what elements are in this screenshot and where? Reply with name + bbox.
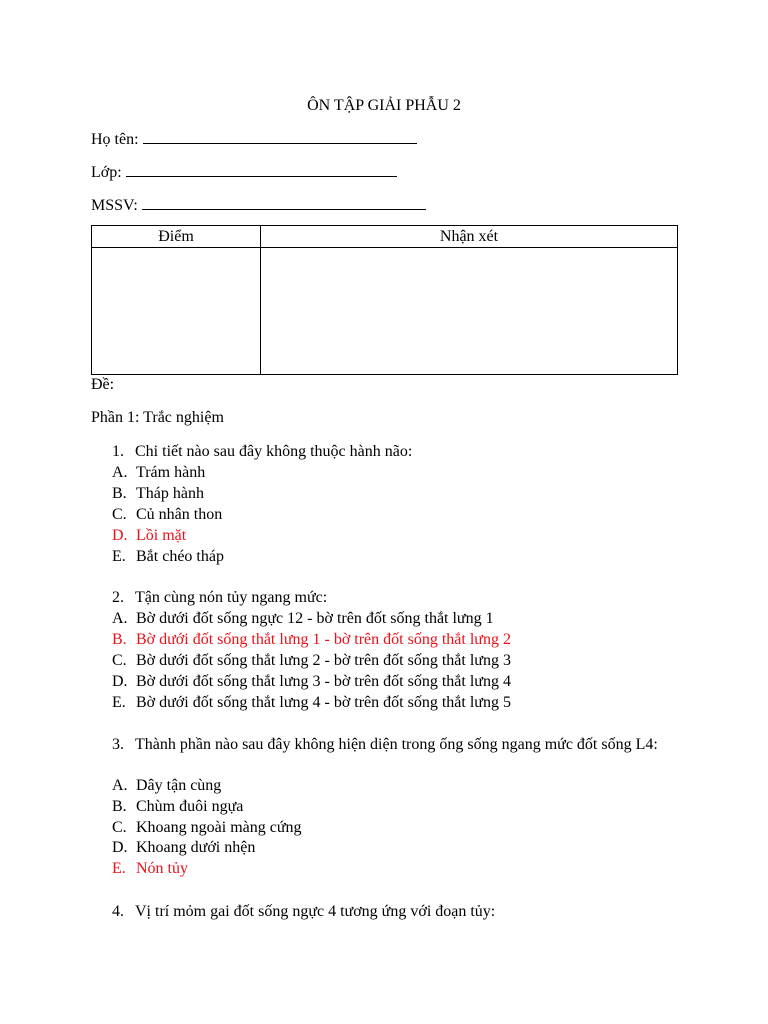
option-letter: B. xyxy=(112,485,127,502)
comment-header: Nhận xét xyxy=(261,226,678,248)
option-text: Nón tủy xyxy=(136,860,188,877)
q3-option-d xyxy=(112,837,255,858)
q3-option-e-correct xyxy=(112,858,188,879)
option-text: Củ nhân thon xyxy=(136,506,223,523)
option-letter: C. xyxy=(112,819,127,836)
q2-option-e xyxy=(112,692,511,713)
score-cell xyxy=(92,248,261,375)
q1-option-c xyxy=(112,504,222,525)
q2-option-d xyxy=(112,671,511,692)
score-header: Điểm xyxy=(92,226,261,248)
option-text: Tháp hành xyxy=(136,485,204,502)
option-letter: C. xyxy=(112,652,127,669)
question-number: 4. xyxy=(112,903,124,920)
name-blank-line xyxy=(143,129,417,144)
exam-label: Đề: xyxy=(91,376,115,393)
option-text: Bờ dưới đốt sống thắt lưng 1 - bờ trên đốt sống thắt lưng 2 xyxy=(136,631,511,648)
q1-option-a xyxy=(112,462,205,483)
student-id-field xyxy=(91,195,426,215)
name-label: Họ tên: xyxy=(91,131,139,148)
q2-option-a xyxy=(112,608,494,629)
q2-option-b-correct xyxy=(112,629,511,650)
q3-option-a xyxy=(112,775,221,796)
option-letter: A. xyxy=(112,610,128,627)
option-letter: E. xyxy=(112,694,126,711)
question-text: Vị trí mỏm gai đốt sống ngực 4 tương ứng với đoạn tủy: xyxy=(135,903,496,920)
option-letter: E. xyxy=(112,548,126,565)
question-number: 3. xyxy=(112,736,124,753)
part1-heading: Phần 1: Trắc nghiệm xyxy=(91,409,224,426)
score-table xyxy=(91,225,678,375)
option-letter: E. xyxy=(112,860,126,877)
option-letter: D. xyxy=(112,673,128,690)
name-field xyxy=(91,129,417,149)
document-title: ÔN TẬP GIẢI PHẪU 2 xyxy=(307,97,461,114)
option-text: Bờ dưới đốt sống ngực 12 - bờ trên đốt sống thắt lưng 1 xyxy=(136,610,494,627)
option-text: Bờ dưới đốt sống thắt lưng 2 - bờ trên đốt sống thắt lưng 3 xyxy=(136,652,511,669)
class-field xyxy=(91,162,397,182)
option-text: Khoang dưới nhện xyxy=(136,839,256,856)
option-text: Chùm đuôi ngựa xyxy=(136,798,244,815)
option-text: Bắt chéo tháp xyxy=(136,548,224,565)
q1-option-d-correct xyxy=(112,525,186,546)
q3-option-b xyxy=(112,796,243,817)
option-text: Lồi mặt xyxy=(136,527,187,544)
option-text: Dây tận cùng xyxy=(136,777,222,794)
option-letter: A. xyxy=(112,777,128,794)
question-text: Thành phần nào sau đây không hiện diện trong ống sống ngang mức đốt sống L4: xyxy=(135,736,658,753)
option-letter: B. xyxy=(112,631,127,648)
student-id-label: MSSV: xyxy=(91,197,138,214)
question-number: 2. xyxy=(112,589,124,606)
q1-option-b xyxy=(112,483,204,504)
comment-cell xyxy=(261,248,678,375)
student-id-blank-line xyxy=(142,195,426,210)
option-letter: D. xyxy=(112,839,128,856)
q1-option-e xyxy=(112,546,224,567)
question-text: Tận cùng nón tủy ngang mức: xyxy=(135,589,328,606)
option-text: Khoang ngoài màng cứng xyxy=(136,819,302,836)
q2-option-c xyxy=(112,650,511,671)
question-number: 1. xyxy=(112,443,124,460)
class-label: Lớp: xyxy=(91,164,122,181)
option-letter: B. xyxy=(112,798,127,815)
option-letter: A. xyxy=(112,464,128,481)
question-text: Chi tiết nào sau đây không thuộc hành não: xyxy=(135,443,413,460)
class-blank-line xyxy=(126,162,397,177)
option-text: Trám hành xyxy=(136,464,206,481)
q3-option-c xyxy=(112,817,302,838)
option-text: Bờ dưới đốt sống thắt lưng 3 - bờ trên đốt sống thắt lưng 4 xyxy=(136,673,511,690)
option-letter: C. xyxy=(112,506,127,523)
option-text: Bờ dưới đốt sống thắt lưng 4 - bờ trên đốt sống thắt lưng 5 xyxy=(136,694,511,711)
option-letter: D. xyxy=(112,527,128,544)
